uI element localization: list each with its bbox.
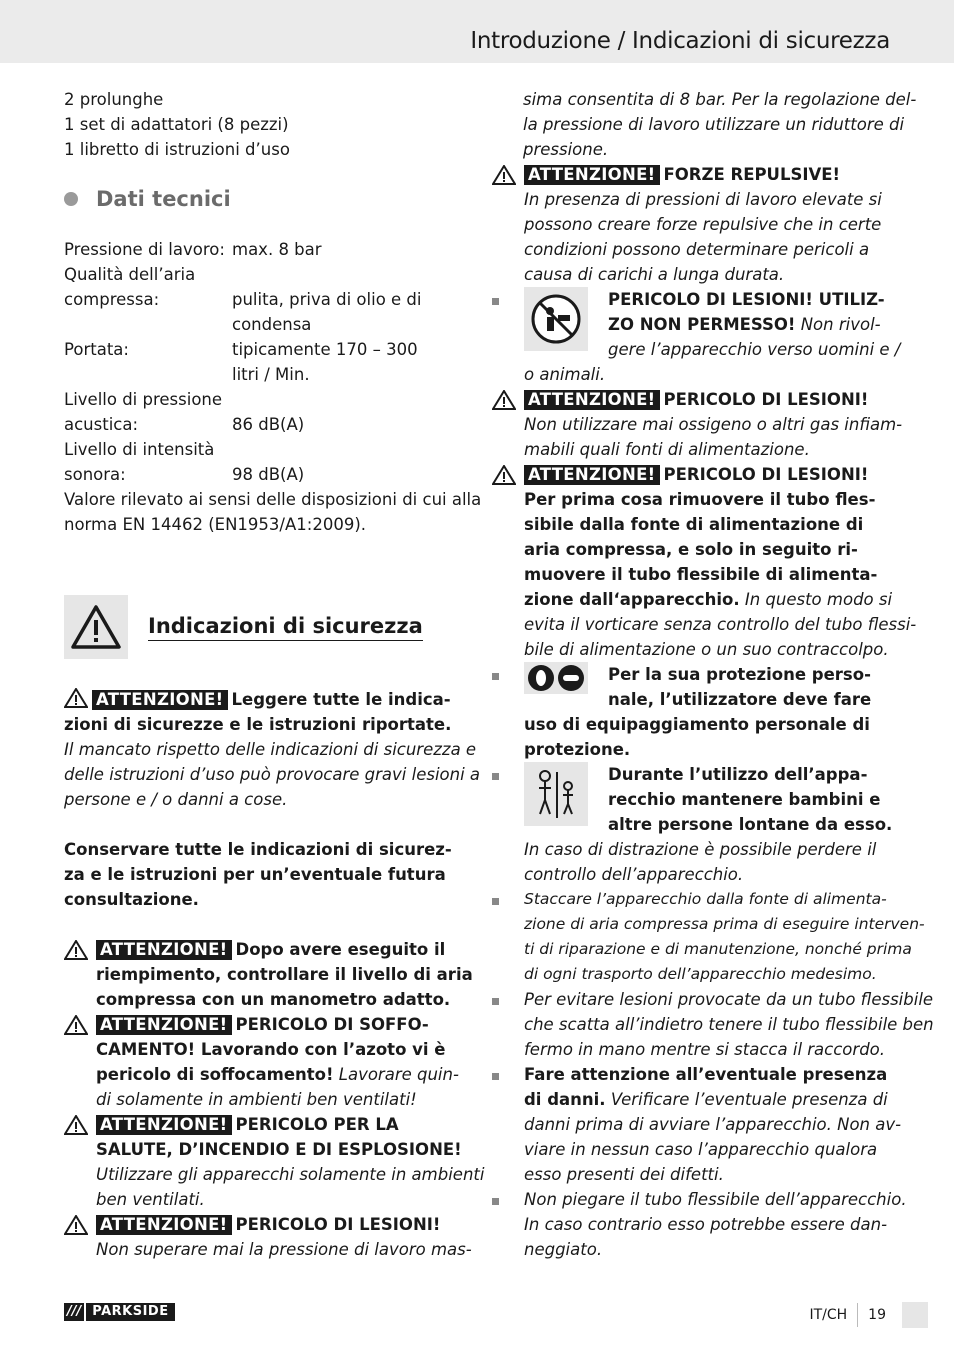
warning-injury-pressure <box>64 1212 472 1262</box>
warning-oxygen <box>492 387 903 462</box>
spec-key <box>64 362 232 387</box>
spec-key <box>64 312 232 337</box>
warning-text: sibile dalla fonte di alimentazione di <box>524 515 864 534</box>
attention-label: ATTENZIONE! <box>524 165 660 185</box>
bullet-square-icon <box>492 1073 499 1080</box>
bullet-damage <box>492 1062 902 1187</box>
attention-label: ATTENZIONE! <box>92 690 228 710</box>
keep-text: consultazione. <box>64 890 199 909</box>
warning-note: causa di carichi a lunga durata. <box>524 265 785 284</box>
spec-value <box>232 387 422 412</box>
spec-row <box>64 312 422 337</box>
warning-note: mabili quali fonti di alimentazione. <box>524 440 810 459</box>
warning-icon <box>492 465 516 485</box>
page-number: 19 <box>868 1307 886 1323</box>
bullet-text: protezione. <box>524 740 631 759</box>
spec-value <box>232 262 422 287</box>
bullet-note: di ogni trasporto dell’apparecchio medesimo. <box>524 965 877 983</box>
bullet-text: Fare attenzione all’eventuale presenza <box>524 1065 888 1084</box>
bullet-note: Verificare l’eventuale presenza di <box>610 1090 888 1109</box>
bullet-text: ZO NON PERMESSO! <box>608 315 796 334</box>
spec-note: norma EN 14462 (EN1953/A1:2009). <box>64 515 366 534</box>
bullet-text: altre persone lontane da esso. <box>608 815 893 834</box>
spec-row <box>64 287 422 312</box>
bullet-dot-icon <box>64 192 78 206</box>
spec-key: acustica: <box>64 415 139 434</box>
bullet-no-people <box>492 287 901 387</box>
bullet-protection <box>492 662 892 762</box>
intro-line: 1 set di adattatori (8 pezzi) <box>64 115 289 134</box>
bullet-note: gere l’apparecchio verso uomini e / <box>608 340 901 359</box>
bullet-text: Per la sua protezione perso- <box>608 665 871 684</box>
spec-key: Qualità dell’aria <box>64 265 196 284</box>
warning-icon <box>64 1215 88 1235</box>
spec-table <box>64 237 422 487</box>
bullet-text: Durante l’utilizzo dell’appa- <box>608 765 868 784</box>
spec-key: compressa: <box>64 290 160 309</box>
spec-row <box>64 262 422 287</box>
bullet-disconnect <box>492 887 925 987</box>
warning-text: zione dall‘apparecchio. <box>524 590 740 609</box>
warning-text: FORZE REPULSIVE! <box>663 165 841 184</box>
warning-text: zioni di sicurezze e le istruzioni riportate. <box>64 715 452 734</box>
bullet-text: di danni. <box>524 1090 606 1109</box>
intro-line: 1 libretto di istruzioni d’uso <box>64 140 290 159</box>
bullet-text: PERICOLO DI LESIONI! UTILIZ- <box>608 290 885 309</box>
spec-value: condensa <box>232 315 312 334</box>
spec-value: 86 dB(A) <box>232 415 305 434</box>
bullet-note: zione di aria compressa prima di eseguire interven- <box>524 915 925 933</box>
warning-triangle-icon <box>64 595 128 659</box>
bullet-square-icon <box>492 1198 499 1205</box>
bullet-square-icon <box>492 898 499 905</box>
bullet-text: recchio mantenere bambini e <box>608 790 881 809</box>
spec-key: Pressione di lavoro: <box>64 240 225 259</box>
spec-row <box>64 237 422 262</box>
logo-brand: PARKSIDE <box>86 1303 174 1321</box>
bullet-note: controllo dell’apparecchio. <box>524 865 744 884</box>
spec-row <box>64 337 422 362</box>
warning-text: PERICOLO DI LESIONI! <box>663 390 869 409</box>
bullet-note: esso presenti dei difetti. <box>524 1165 724 1184</box>
bullet-note: Staccare l’apparecchio dalla fonte di alimenta- <box>524 890 887 908</box>
warning-text: Leggere tutte le indica- <box>231 690 451 709</box>
warning-icon <box>64 940 88 960</box>
bullet-hose-hold <box>492 987 934 1062</box>
spec-row <box>64 387 422 412</box>
page-corner-box <box>902 1302 928 1328</box>
bullet-note: Per evitare lesioni provocate da un tubo flessibile <box>524 990 934 1009</box>
warning-note: Il mancato rispetto delle indicazioni di sicurezza e <box>64 740 477 759</box>
keep-instructions <box>64 837 464 912</box>
protective-equipment-icon <box>524 662 588 694</box>
warning-text: PERICOLO PER LA <box>235 1115 399 1134</box>
warning-text: muovere il tubo flessibile di alimenta- <box>524 565 878 584</box>
warning-health <box>64 1112 485 1212</box>
bullet-note: fermo in mano mentre si stacca il raccordo. <box>524 1040 886 1059</box>
safety-section-heading <box>64 595 464 659</box>
page-footer <box>809 1302 928 1328</box>
bullet-note: danni prima di avviare l’apparecchio. Non av- <box>524 1115 902 1134</box>
warning-note: evita il vorticare senza controllo del tubo flessi- <box>524 615 917 634</box>
warning-fill-check <box>64 937 473 1012</box>
warning-suffocation <box>64 1012 464 1112</box>
warning-note: Non utilizzare mai ossigeno o altri gas infiam- <box>524 415 903 434</box>
warning-icon <box>64 1115 88 1135</box>
page-title: Introduzione / Indicazioni di sicurezza <box>470 28 890 54</box>
logo-slash: /// <box>64 1303 84 1321</box>
warning-note: In presenza di pressioni di lavoro elevate si <box>524 190 882 209</box>
warning-note: Non superare mai la pressione di lavoro mas- <box>96 1240 472 1259</box>
bullet-note: In caso di distrazione è possibile perdere il <box>524 840 877 859</box>
warning-icon <box>492 165 516 185</box>
warning-note: ben ventilati. <box>96 1190 205 1209</box>
attention-label: ATTENZIONE! <box>96 1215 232 1235</box>
warning-hose-removal <box>492 462 917 662</box>
bullet-no-kink <box>492 1187 907 1262</box>
bullet-note: che scatta all’indietro tenere il tubo flessibile ben <box>524 1015 934 1034</box>
warning-icon <box>492 390 516 410</box>
warning-note: pressione. <box>523 140 609 159</box>
tech-title: Dati tecnici <box>96 186 231 211</box>
spec-row <box>64 412 422 437</box>
spec-key: Livello di intensità <box>64 440 215 459</box>
bullet-square-icon <box>492 673 499 680</box>
attention-label: ATTENZIONE! <box>96 940 232 960</box>
warning-note: In questo modo si <box>744 590 893 609</box>
left-column <box>64 87 485 1262</box>
bullet-square-icon <box>492 998 499 1005</box>
warning-note: di solamente in ambienti ben ventilati! <box>96 1090 417 1109</box>
warning-text: pericolo di soffocamento! <box>96 1065 334 1084</box>
warning-text: PERICOLO DI LESIONI! <box>663 465 869 484</box>
warning-note: possono creare forze repulsive che in certe <box>524 215 882 234</box>
keep-text: za e le istruzioni per un’eventuale futura <box>64 865 446 884</box>
keep-text: Conservare tutte le indicazioni di sicurez- <box>64 840 452 859</box>
spec-row <box>64 437 422 462</box>
warning-text: PERICOLO DI SOFFO- <box>235 1015 429 1034</box>
header-bar <box>0 0 954 63</box>
warning-read-all <box>64 687 481 812</box>
warning-note: bile di alimentazione o un suo contraccolpo. <box>524 640 889 659</box>
bullet-text: uso di equipaggiamento personale di <box>524 715 870 734</box>
spec-value: pulita, priva di olio e di <box>232 290 422 309</box>
spec-row <box>64 462 422 487</box>
warning-text: Per prima cosa rimuovere il tubo fles- <box>524 490 876 509</box>
keep-children-away-icon <box>524 762 588 826</box>
spec-key: sonora: <box>64 465 126 484</box>
spec-value: litri / Min. <box>232 365 310 384</box>
bullet-square-icon <box>492 773 499 780</box>
warning-text: CAMENTO! Lavorando con l’azoto vi è <box>96 1040 446 1059</box>
spec-note: Valore rilevato ai sensi delle disposizioni di cui alla <box>64 490 482 509</box>
right-column <box>492 87 934 1262</box>
warning-note: condizioni possono determinare pericoli a <box>524 240 870 259</box>
warning-text: riempimento, controllare il livello di aria <box>96 965 473 984</box>
spec-value: max. 8 bar <box>232 240 322 259</box>
tech-section-heading <box>64 183 464 215</box>
bullet-note: Non rivol- <box>800 315 881 334</box>
spec-key: Livello di pressione <box>64 390 223 409</box>
warning-text: aria compressa, e solo in seguito ri- <box>524 540 858 559</box>
safety-title: Indicazioni di sicurezza <box>148 614 423 641</box>
bullet-note: In caso contrario esso potrebbe essere dan- <box>524 1215 888 1234</box>
attention-label: ATTENZIONE! <box>96 1115 232 1135</box>
bullet-keep-children-away <box>492 762 892 887</box>
warning-text: compressa con un manometro adatto. <box>96 990 451 1009</box>
attention-label: ATTENZIONE! <box>524 465 660 485</box>
warning-text: Dopo avere eseguito il <box>235 940 446 959</box>
warning-note: Lavorare quin- <box>338 1065 459 1084</box>
parkside-logo <box>64 1303 175 1321</box>
spec-row <box>64 362 422 387</box>
no-pointing-at-people-icon <box>524 287 588 351</box>
intro-line: 2 prolunghe <box>64 90 164 109</box>
warning-note: sima consentita di 8 bar. Per la regolazione del- <box>523 90 917 109</box>
footer-divider <box>857 1303 858 1327</box>
attention-label: ATTENZIONE! <box>96 1015 232 1035</box>
bullet-text: nale, l’utilizzatore deve fare <box>608 690 872 709</box>
warning-icon <box>64 1015 88 1035</box>
warning-repulsive-forces <box>492 162 892 287</box>
attention-label: ATTENZIONE! <box>524 390 660 410</box>
warning-text: SALUTE, D’INCENDIO E DI ESPLOSIONE! <box>96 1140 462 1159</box>
bullet-note: neggiato. <box>524 1240 603 1259</box>
spec-value <box>232 437 422 462</box>
spec-value: 98 dB(A) <box>232 465 305 484</box>
spec-key: Portata: <box>64 340 129 359</box>
warning-icon <box>64 688 88 708</box>
warning-text: PERICOLO DI LESIONI! <box>235 1215 441 1234</box>
warning-note: persone e / o danni a cose. <box>64 790 288 809</box>
warning-note: la pressione di lavoro utilizzare un riduttore di <box>523 115 905 134</box>
bullet-square-icon <box>492 298 499 305</box>
bullet-note: viare in nessun caso l’apparecchio qualora <box>524 1140 878 1159</box>
bullet-note: Non piegare il tubo flessibile dell’apparecchio. <box>524 1190 907 1209</box>
warning-note: delle istruzioni d’uso può provocare gravi lesioni a <box>64 765 481 784</box>
warning-note: Utilizzare gli apparecchi solamente in ambienti <box>96 1165 485 1184</box>
bullet-note: ti di riparazione e di manutenzione, nonché prima <box>524 940 912 958</box>
bullet-note: o animali. <box>524 365 606 384</box>
language-code: IT/CH <box>809 1307 848 1323</box>
spec-value: tipicamente 170 – 300 <box>232 340 418 359</box>
